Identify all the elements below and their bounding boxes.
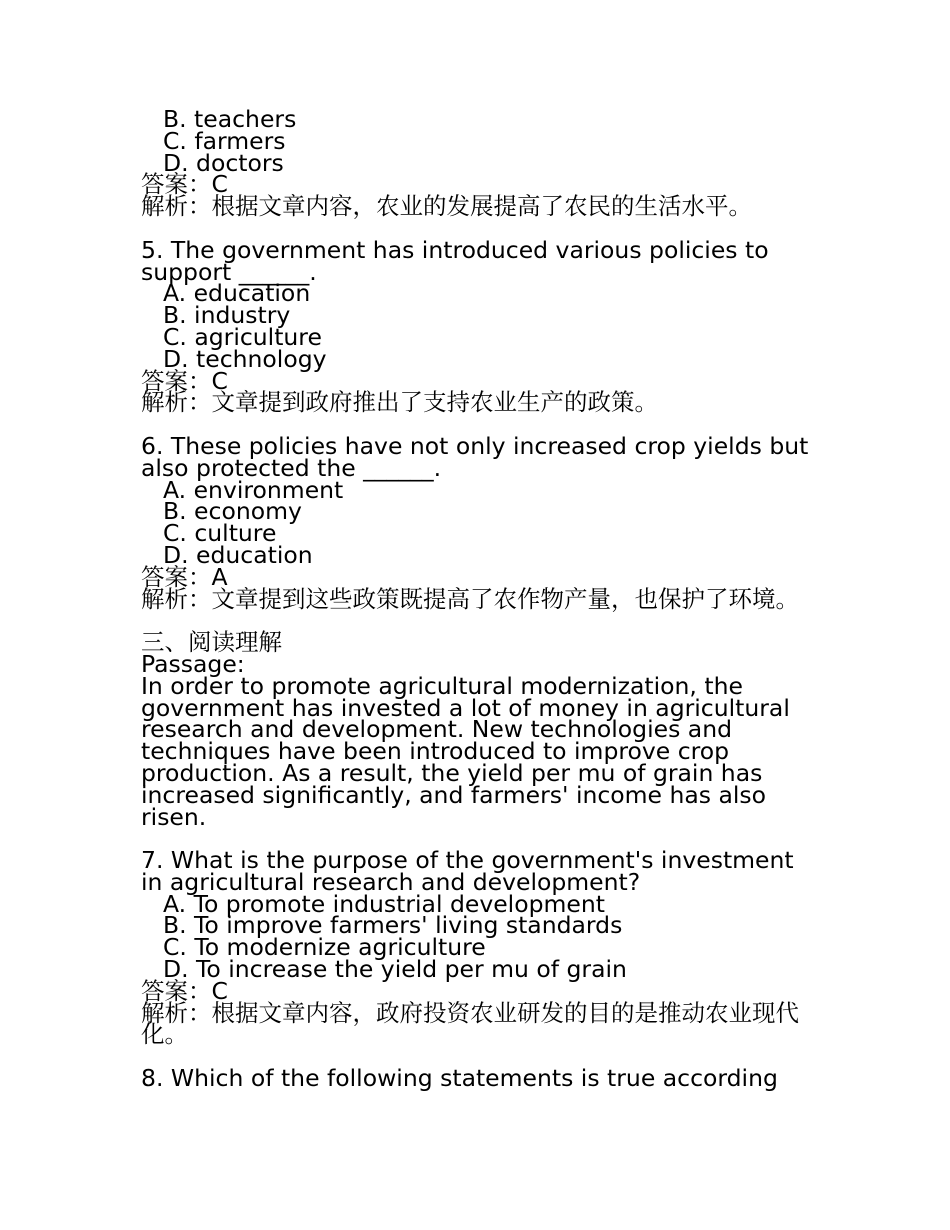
question-stem: 8. Which of the following statements is true according <box>141 1064 778 1093</box>
reading-section <box>141 628 821 831</box>
section-heading: 三、阅读理解 <box>141 628 282 657</box>
option-d: D. To increase the yield per mu of grain <box>163 955 627 984</box>
question-4-tail <box>141 105 821 221</box>
analysis-text: 解析：根据文章内容，农业的发展提高了农民的生活水平。 <box>141 192 752 221</box>
option-b: B. industry <box>163 301 291 330</box>
option-c: C. agriculture <box>163 322 322 351</box>
option-d: D. education <box>163 540 313 569</box>
option-b: B. To improve farmers' living standards <box>163 911 623 940</box>
option-c: C. To modernize agriculture <box>163 933 486 962</box>
analysis-text: 解析：根据文章内容，政府投资农业研发的目的是推动农业现代化。 <box>141 998 799 1049</box>
option-a: A. environment <box>163 475 344 504</box>
question-6 <box>141 431 821 613</box>
answer-text: 答案：C <box>141 366 228 395</box>
option-b: B. teachers <box>163 105 297 133</box>
option-b: B. economy <box>163 497 302 526</box>
answer-text: 答案：A <box>141 562 228 591</box>
question-5 <box>141 235 821 417</box>
document-page <box>141 105 821 1093</box>
passage-text: In order to promote agricultural modernization, the government has invested a lot of money in agricultural research and development. New technologies and techniques have been introduced to improve crop production. As a result, the yield per mu of grain has increased significantly, and farmers' income has also risen. <box>141 671 798 831</box>
analysis-text: 解析：文章提到政府推出了支持农业生产的政策。 <box>141 388 658 417</box>
question-7 <box>141 846 821 1049</box>
question-stem: 6. These policies have not only increased crop yields but also protected the ______. <box>141 431 816 482</box>
question-8 <box>141 1064 821 1093</box>
analysis-text: 解析：文章提到这些政策既提高了农作物产量，也保护了环境。 <box>141 584 799 613</box>
option-a: A. To promote industrial development <box>163 889 605 918</box>
question-stem: 5. The government has introduced various policies to support ______. <box>141 235 777 286</box>
option-c: C. culture <box>163 519 277 548</box>
question-stem: 7. What is the purpose of the government's investment in agricultural research and development? <box>141 846 802 896</box>
option-d: D. doctors <box>163 148 284 177</box>
answer-text: 答案：C <box>141 170 228 199</box>
passage-label: Passage: <box>141 649 245 678</box>
option-a: A. education <box>163 279 311 308</box>
option-d: D. technology <box>163 344 327 373</box>
option-c: C. farmers <box>163 126 286 155</box>
answer-text: 答案：C <box>141 976 228 1005</box>
